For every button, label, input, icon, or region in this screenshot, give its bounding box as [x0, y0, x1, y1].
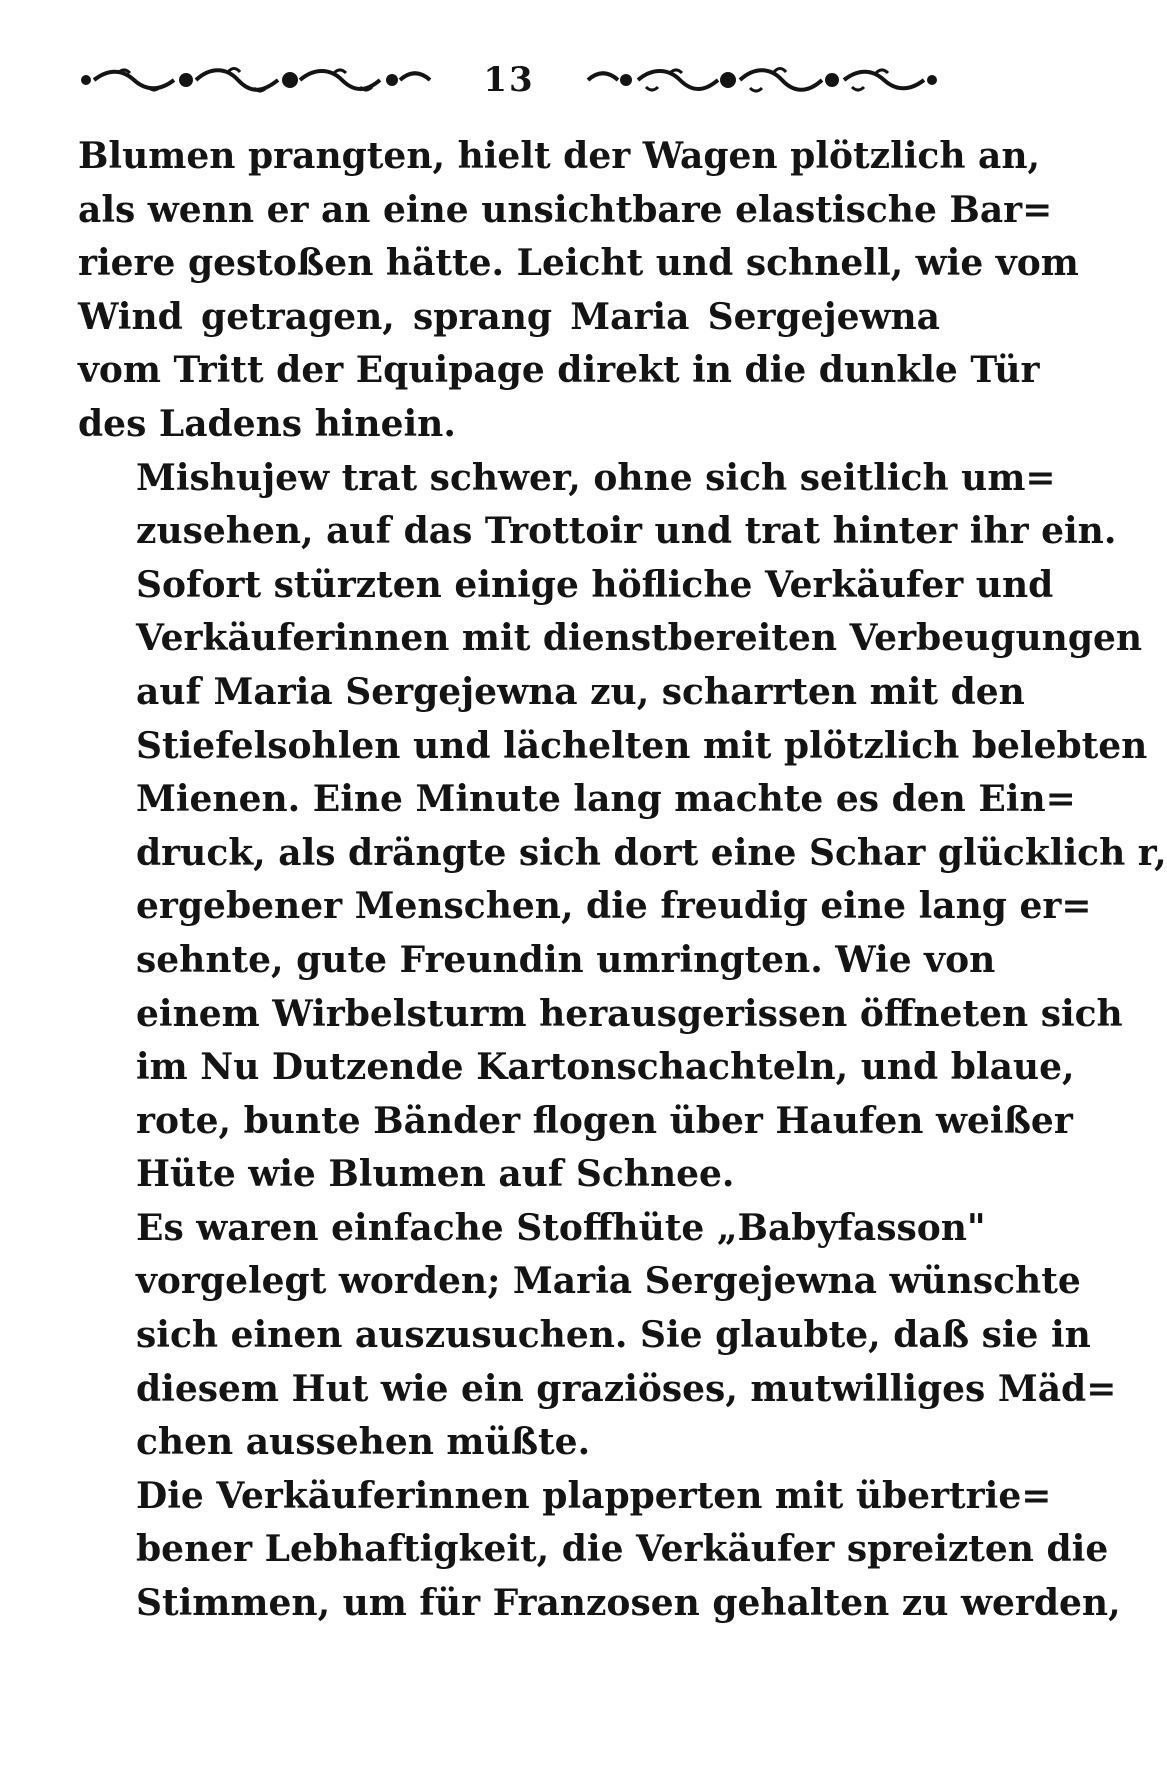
text-line: ergebener Menschen, die freudig eine lang er= [136, 885, 1092, 928]
text-line: einem Wirbelsturm herausgerissen öffneten sich [136, 992, 1123, 1035]
paragraph [78, 130, 1079, 452]
text-line: des Ladens hinein. [78, 402, 456, 445]
text-line: Es waren einfache Stoffhüte „Babyfasson" [136, 1206, 986, 1249]
text-line: bener Lebhaftigkeit, die Verkäufer spreizten die [136, 1528, 1109, 1571]
text-line: druck, als drängte sich dort eine Schar glücklich r, [136, 831, 1167, 874]
text-line: zusehen, auf das Trottoir und trat hinter ihr ein. [136, 510, 1117, 553]
left-ornament-icon [78, 65, 438, 95]
text-line: Die Verkäuferinnen plapperten mit übertrie= [136, 1474, 1052, 1517]
right-ornament-icon [580, 65, 940, 95]
text-line: riere gestoßen hätte. Leicht und schnell, wie vom [78, 242, 1079, 285]
text-line: im Nu Dutzende Kartonschachteln, und blaue, [136, 1046, 1075, 1089]
page-header [78, 52, 940, 108]
text-line: sehnte, gute Freundin umringten. Wie von [136, 938, 996, 981]
text-line: Blumen prangten, hielt der Wagen plötzlich an, [78, 135, 1041, 177]
text-line: chen aussehen müßte. [136, 1421, 591, 1464]
text-line: rote, bunte Bänder flogen über Haufen weißer [136, 1099, 1073, 1142]
text-line: Stiefelsohlen und lächelten mit plötzlich belebten [136, 724, 1148, 767]
text-line: sich einen auszusuchen. Sie glaubte, daß sie in [136, 1314, 1091, 1357]
text-line: auf Maria Sergejewna zu, scharrten mit den [136, 670, 1025, 713]
paragraph [78, 1202, 1117, 1470]
text-line: Stimmen, um für Franzosen gehalten zu werden, [136, 1582, 1121, 1625]
text-line: diesem Hut wie ein graziöses, mutwilliges Mäd= [136, 1367, 1117, 1410]
text-line: als wenn er an eine unsichtbare elastische Bar= [78, 188, 1053, 231]
text-line: vom Tritt der Equipage direkt in die dunkle Tür [78, 349, 1040, 392]
text-line: Wind getragen, sprang Maria Sergejewna [78, 295, 940, 338]
text-line: Mishujew trat schwer, ohne sich seitlich um= [136, 456, 1056, 499]
text-line: Verkäuferinnen mit dienstbereiten Verbeugungen [136, 617, 1143, 660]
paragraph [78, 559, 1167, 1202]
text-line: vorgelegt worden; Maria Sergejewna wünschte [136, 1260, 1081, 1303]
text-line: Sofort stürzten einige höfliche Verkäufer und [136, 563, 1054, 606]
page-number: 13 [483, 60, 535, 100]
paragraph [78, 1470, 1121, 1631]
paragraph [78, 452, 1117, 559]
body-text [78, 130, 1167, 1631]
text-line: Mienen. Eine Minute lang machte es den Ein= [136, 778, 1076, 821]
text-line: Hüte wie Blumen auf Schnee. [136, 1153, 735, 1196]
